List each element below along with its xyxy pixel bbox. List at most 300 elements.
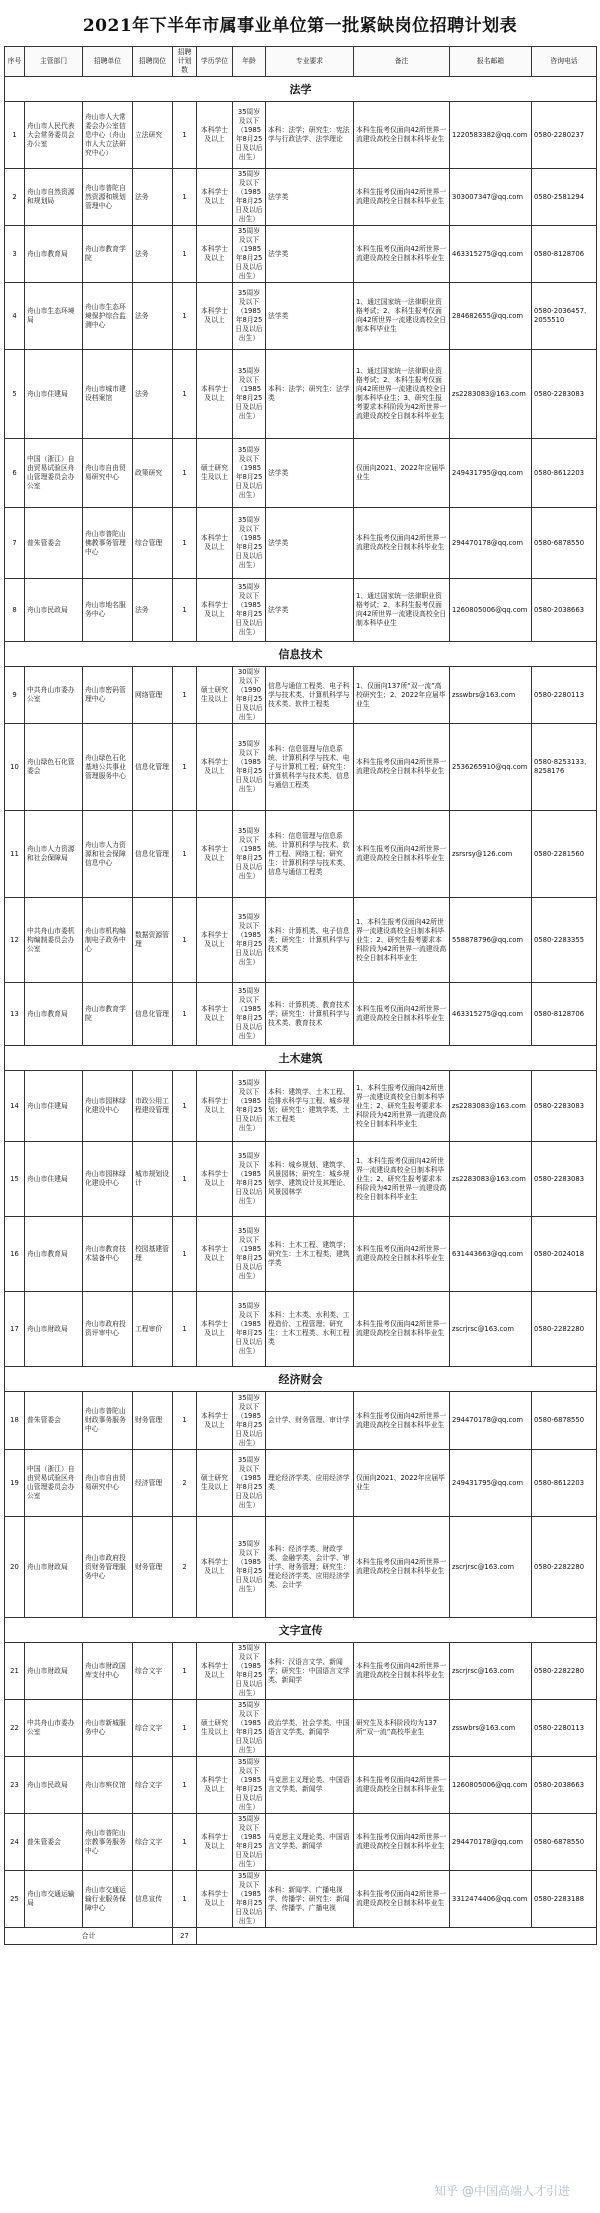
watermark: 知乎 @中国高端人才引进 xyxy=(434,2184,570,2198)
table-cell: 463315275@qq.com xyxy=(450,226,532,283)
table-row xyxy=(5,1814,597,1871)
table-cell: 本科：信息管理与信息系统、计算机科学与技术、电子与计算机工程；研究生：计算机科学与技术类、信息与通信工程类 xyxy=(266,724,354,811)
table-cell: 会计学、财务管理、审计学 xyxy=(266,1392,354,1450)
column-header: 年龄 xyxy=(233,47,266,77)
table-cell: 0580-2283355 xyxy=(532,898,597,983)
table-cell: 0580-2283083 xyxy=(532,350,597,439)
table-cell: 法务 xyxy=(133,579,173,642)
table-cell: 0580-8612203 xyxy=(532,1450,597,1517)
table-cell: 本科：新闻学、广播电视学、传播学；研究生：新闻学、传播学、广播电视 xyxy=(266,1871,354,1928)
table-cell: 本科生报考仅面向42所世界一流建设高校全日制本科毕业生 xyxy=(354,1392,450,1450)
table-cell: 马克思主义理论类、中国语言文学类、新闻学 xyxy=(266,1757,354,1814)
table-cell: 本科：法学；研究生：宪法学与行政法学、法学理论 xyxy=(266,102,354,169)
table-cell: 1260805006@qq.com xyxy=(450,1757,532,1814)
table-cell: 舟山市自由贸易研究中心 xyxy=(83,1450,133,1517)
table-cell: 7 xyxy=(5,508,25,579)
table-cell: 本科生报考仅面向42所世界一流建设高校全日制本科毕业生 xyxy=(354,1292,450,1367)
table-cell: 舟山市政府投资评审中心 xyxy=(83,1292,133,1367)
table-cell: 1 xyxy=(173,283,197,350)
table-cell: 舟山市普陀山财政事务服务中心 xyxy=(83,1392,133,1450)
table-cell: 23 xyxy=(5,1757,25,1814)
table-cell: 294470178@qq.com xyxy=(450,1392,532,1450)
table-cell: 17 xyxy=(5,1292,25,1367)
table-cell: 14 xyxy=(5,1071,25,1142)
table-cell: 35周岁及以下（1985年8月25日及以后出生） xyxy=(233,226,266,283)
column-header: 咨询电话 xyxy=(532,47,597,77)
total-label: 合计 xyxy=(5,1928,173,1945)
table-cell: 本科学士及以上 xyxy=(197,1643,233,1700)
table-cell: 法务 xyxy=(133,350,173,439)
table-cell: 舟山市教育学院 xyxy=(83,983,133,1046)
table-cell: 经济管理 xyxy=(133,1450,173,1517)
table-cell: 558878796@qq.com xyxy=(450,898,532,983)
table-cell: 本科学士及以上 xyxy=(197,1871,233,1928)
total-value: 27 xyxy=(173,1928,197,1945)
table-cell: 舟山市交通运输局 xyxy=(25,1871,83,1928)
table-cell: 法务 xyxy=(133,283,173,350)
section-row xyxy=(5,1367,597,1392)
table-cell: 舟山市财政局 xyxy=(25,1643,83,1700)
table-cell: 35周岁及以下（1985年8月25日及以后出生） xyxy=(233,508,266,579)
table-cell: 舟山市地名服务中心 xyxy=(83,579,133,642)
table-cell: 本科生报考仅面向42所世界一流建设高校全日制本科毕业生 xyxy=(354,508,450,579)
table-cell: 1 xyxy=(173,1071,197,1142)
table-cell: 12 xyxy=(5,898,25,983)
table-cell: 35周岁及以下（1985年8月25日及以后出生） xyxy=(233,1700,266,1757)
table-cell: 中共舟山市委机构编制委员会办公室 xyxy=(25,898,83,983)
table-cell: 1 xyxy=(173,898,197,983)
section-heading: 信息技术 xyxy=(5,642,597,667)
table-cell: 249431795@qq.com xyxy=(450,1450,532,1517)
table-cell: 0580-2281560 xyxy=(532,811,597,898)
table-cell: 0580-2282280 xyxy=(532,1292,597,1367)
table-cell: 法务 xyxy=(133,169,173,226)
table-cell: 1、本科生报考仅面向42所世界一流建设高校全日制本科毕业生；2、研究生报考要求本科阶段为42所世界一流建设高校全日制本科毕业生 xyxy=(354,1142,450,1217)
table-cell: 中共舟山市委办公室 xyxy=(25,1700,83,1757)
table-cell: 35周岁及以下（1985年8月25日及以后出生） xyxy=(233,350,266,439)
table-cell: 本科学士及以上 xyxy=(197,283,233,350)
table-cell: 0580-2581294 xyxy=(532,169,597,226)
table-cell: 本科生报考仅面向42所世界一流建设高校全日制本科毕业生 xyxy=(354,1757,450,1814)
table-cell: 1 xyxy=(5,102,25,169)
table-cell: 9 xyxy=(5,667,25,724)
table-cell: 1260805006@qq.com xyxy=(450,579,532,642)
table-cell: 35周岁及以下（1985年8月25日及以后出生） xyxy=(233,1392,266,1450)
table-cell: 舟山市殡仪馆 xyxy=(83,1757,133,1814)
table-cell: 本科学士及以上 xyxy=(197,102,233,169)
table-cell: 舟山市住建局 xyxy=(25,350,83,439)
table-cell: 舟山市机构编制电子政务中心 xyxy=(83,898,133,983)
table-cell: 1 xyxy=(173,102,197,169)
table-cell: 硕士研究生及以上 xyxy=(197,1700,233,1757)
table-cell: 本科学士及以上 xyxy=(197,1814,233,1871)
table-cell: zscrjrsc@163.com xyxy=(450,1292,532,1367)
table-cell: 1、本科生报考仅面向42所世界一流建设高校全日制本科毕业生；2、研究生报考要求本科阶段为42所世界一流建设高校全日制本科毕业生 xyxy=(354,898,450,983)
table-cell: 本科生报考仅面向42所世界一流建设高校全日制本科毕业生 xyxy=(354,1643,450,1700)
table-cell: 2 xyxy=(173,1517,197,1618)
table-cell: 0580-8128706 xyxy=(532,226,597,283)
table-cell: 本科学士及以上 xyxy=(197,898,233,983)
table-cell: 0580-2283188 xyxy=(532,1871,597,1928)
table-cell: 22 xyxy=(5,1700,25,1757)
table-cell: 0580-2036457、2055510 xyxy=(532,283,597,350)
table-cell: 舟山市交通运输行业服务保障中心 xyxy=(83,1871,133,1928)
section-heading: 文字宣传 xyxy=(5,1618,597,1643)
table-row xyxy=(5,439,597,508)
table-cell: 综合文字 xyxy=(133,1643,173,1700)
table-cell: 法学类 xyxy=(266,169,354,226)
table-cell: 本科学士及以上 xyxy=(197,1517,233,1618)
table-cell: 市政公用工程建设管理 xyxy=(133,1071,173,1142)
table-cell: 1、本科生报考仅面向42所世界一流建设高校全日制本科毕业生；2、研究生报考要求本科阶段为42所世界一流建设高校全日制本科毕业生 xyxy=(354,1071,450,1142)
table-cell: 4 xyxy=(5,283,25,350)
table-cell: 舟山市教育学院 xyxy=(83,226,133,283)
table-cell: 普朱管委会 xyxy=(25,508,83,579)
table-cell: 舟山市财政国库支付中心 xyxy=(83,1643,133,1700)
section-heading: 经济财会 xyxy=(5,1367,597,1392)
table-cell: 本科：计算机类、教育技术学；研究生：计算机科学与技术类、教育技术 xyxy=(266,983,354,1046)
table-cell: 0580-2283083 xyxy=(532,1071,597,1142)
table-cell: 35周岁及以下（1985年8月25日及以后出生） xyxy=(233,439,266,508)
table-cell: 0580-6878550 xyxy=(532,1392,597,1450)
table-cell: 1 xyxy=(173,350,197,439)
table-cell: 信息化管理 xyxy=(133,724,173,811)
table-cell: 舟山市人民代表大会常务委员会办公室 xyxy=(25,102,83,169)
table-cell: 21 xyxy=(5,1643,25,1700)
table-cell: 本科学士及以上 xyxy=(197,1757,233,1814)
table-cell: 本科学士及以上 xyxy=(197,724,233,811)
table-cell: 舟山市自由贸易研究中心 xyxy=(83,439,133,508)
table-cell: 舟山市政府投资财务管理服务中心 xyxy=(83,1517,133,1618)
total-row xyxy=(5,1928,597,1945)
table-cell: 20 xyxy=(5,1517,25,1618)
table-cell: 本科学士及以上 xyxy=(197,1292,233,1367)
table-cell: 2 xyxy=(173,1450,197,1517)
table-cell: zscrjrsc@163.com xyxy=(450,1643,532,1700)
table-cell: 35周岁及以下（1985年8月25日及以后出生） xyxy=(233,1643,266,1700)
table-row xyxy=(5,898,597,983)
table-row xyxy=(5,1392,597,1450)
table-cell: 35周岁及以下（1985年8月25日及以后出生） xyxy=(233,1071,266,1142)
table-cell: 本科：法学；研究生：法学类 xyxy=(266,350,354,439)
table-cell: 1220583382@qq.com xyxy=(450,102,532,169)
table-cell: 35周岁及以下（1985年8月25日及以后出生） xyxy=(233,1292,266,1367)
table-cell: 舟山市园林绿化建设中心 xyxy=(83,1071,133,1142)
column-header: 招聘单位 xyxy=(83,47,133,77)
table-cell: 综合文字 xyxy=(133,1757,173,1814)
table-cell: 本科：信息管理与信息系统、计算机科学与技术、软件工程、网络工程；研究生：计算机科学与技术类、信息与通信工程类 xyxy=(266,811,354,898)
table-cell: 城市规划设计 xyxy=(133,1142,173,1217)
table-cell: 本科生报考仅面向42所世界一流建设高校全日制本科毕业生 xyxy=(354,983,450,1046)
table-cell: 3 xyxy=(5,226,25,283)
table-cell: 2536265910@qq.com xyxy=(450,724,532,811)
table-row xyxy=(5,983,597,1046)
table-cell: 研究生及本科阶段均为137所“双一流”高校毕业生 xyxy=(354,1700,450,1757)
table-cell: 本科学士及以上 xyxy=(197,1392,233,1450)
table-cell: 303007347@qq.com xyxy=(450,169,532,226)
table-cell: 中国（浙江）自由贸易试验区舟山管理委员会办公室 xyxy=(25,439,83,508)
table-cell: 1 xyxy=(173,1757,197,1814)
table-cell: 35周岁及以下（1985年8月25日及以后出生） xyxy=(233,169,266,226)
table-cell: 本科生报考仅面向42所世界一流建设高校全日制本科毕业生 xyxy=(354,1814,450,1871)
table-cell: 1 xyxy=(173,1392,197,1450)
table-cell: 本科生报考仅面向42所世界一流建设高校全日制本科毕业生 xyxy=(354,226,450,283)
table-cell: zsswbrs@163.com xyxy=(450,1700,532,1757)
table-cell: 0580-2282280 xyxy=(532,1643,597,1700)
column-header: 报名邮箱 xyxy=(450,47,532,77)
table-cell: 11 xyxy=(5,811,25,898)
table-cell: 本科学士及以上 xyxy=(197,811,233,898)
table-cell: 法学类 xyxy=(266,508,354,579)
table-cell: 1 xyxy=(173,439,197,508)
table-cell: 294470178@qq.com xyxy=(450,508,532,579)
table-cell: 35周岁及以下（1985年8月25日及以后出生） xyxy=(233,1142,266,1217)
table-cell: zs2283083@163.com xyxy=(450,1071,532,1142)
table-cell: 1、通过国家统一法律职业资格考试；2、本科生报考仅面向42所世界一流建设高校全日制本科毕业生 xyxy=(354,579,450,642)
column-header: 招聘计划数 xyxy=(173,47,197,77)
table-cell: 35周岁及以下（1985年8月25日及以后出生） xyxy=(233,1814,266,1871)
column-header: 序号 xyxy=(5,47,25,77)
table-cell: 本科学士及以上 xyxy=(197,1071,233,1142)
table-cell: 本科生报考仅面向42所世界一流建设高校全日制本科毕业生 xyxy=(354,1517,450,1618)
section-heading: 土木建筑 xyxy=(5,1046,597,1071)
table-row xyxy=(5,811,597,898)
section-row xyxy=(5,1046,597,1071)
table-header xyxy=(5,47,597,77)
table-cell: 舟山市普陀山宗教事务服务中心 xyxy=(83,1814,133,1871)
recruitment-table xyxy=(4,46,597,1945)
table-row xyxy=(5,169,597,226)
table-cell: 15 xyxy=(5,1142,25,1217)
column-header: 备注 xyxy=(354,47,450,77)
table-cell: 舟山市普陀自然资源和规划管理中心 xyxy=(83,169,133,226)
table-cell: 舟山市城市建设档案馆 xyxy=(83,350,133,439)
table-cell: 本科学士及以上 xyxy=(197,983,233,1046)
table-cell: 249431795@qq.com xyxy=(450,439,532,508)
table-cell: 综合管理 xyxy=(133,508,173,579)
table-row xyxy=(5,1142,597,1217)
table-row xyxy=(5,1643,597,1700)
table-cell: 294470178@qq.com xyxy=(450,1814,532,1871)
table-cell: 立法研究 xyxy=(133,102,173,169)
table-cell: 0580-8253133、8258176 xyxy=(532,724,597,811)
table-row xyxy=(5,226,597,283)
table-cell: 25 xyxy=(5,1871,25,1928)
column-header: 招聘岗位 xyxy=(133,47,173,77)
table-row xyxy=(5,508,597,579)
table-cell: 本科生报考仅面向42所世界一流建设高校全日制本科毕业生 xyxy=(354,102,450,169)
page-title: 2021年下半年市属事业单位第一批紧缺岗位招聘计划表 xyxy=(82,15,518,36)
table-cell: 舟山市密码管理中心 xyxy=(83,667,133,724)
table-cell: 19 xyxy=(5,1450,25,1517)
table-cell: 0580-2038663 xyxy=(532,579,597,642)
table-cell: 信息化管理 xyxy=(133,983,173,1046)
table-cell: 舟山市生态环境保护综合监测中心 xyxy=(83,283,133,350)
table-cell: 1、通过国家统一法律职业资格考试；2、本科生报考仅面向42所世界一流建设高校全日制本科毕业生 xyxy=(354,283,450,350)
table-cell: 35周岁及以下（1985年8月25日及以后出生） xyxy=(233,811,266,898)
table-cell: 35周岁及以下（1985年8月25日及以后出生） xyxy=(233,1450,266,1517)
table-cell: 本科学士及以上 xyxy=(197,226,233,283)
table-cell: 普朱管委会 xyxy=(25,1814,83,1871)
total-empty xyxy=(197,1928,597,1945)
table-cell: 16 xyxy=(5,1217,25,1292)
table-cell: 284682655@qq.com xyxy=(450,283,532,350)
table-cell: 本科学士及以上 xyxy=(197,508,233,579)
table-cell: 0580-2280113 xyxy=(532,667,597,724)
table-cell: 法务 xyxy=(133,226,173,283)
table-cell: 1、通过国家统一法律职业资格考试；2、本科生报考仅面向42所世界一流建设高校全日制本科毕业生；3、研究生报考要求本科阶段为42所世界一流建设高校全日制本科毕业生 xyxy=(354,350,450,439)
table-cell: 30周岁及以下（1990年8月25日及以后出生） xyxy=(233,667,266,724)
table-cell: 政治学类、社会学类、中国语言文学类、新闻学 xyxy=(266,1700,354,1757)
table-cell: 本科：经济学类、财政学类、金融学类、会计学、审计学、财务管理；研究生：理论经济学类、应用经济学类、会计学 xyxy=(266,1517,354,1618)
table-cell: 舟山市财政局 xyxy=(25,1292,83,1367)
table-cell: 本科学士及以上 xyxy=(197,169,233,226)
table-cell: 舟山市教育局 xyxy=(25,983,83,1046)
table-cell: 1 xyxy=(173,1871,197,1928)
table-cell: 舟山市园林绿化建设中心 xyxy=(83,1142,133,1217)
table-cell: 本科：建筑学、土木工程、给排水科学与工程、城乡规划；研究生：建筑学类、土木工程类 xyxy=(266,1071,354,1142)
table-cell: 舟山市人力资源和社会保障信息中心 xyxy=(83,811,133,898)
table-cell: 1 xyxy=(173,1643,197,1700)
table-cell: 6 xyxy=(5,439,25,508)
table-cell: 1 xyxy=(173,983,197,1046)
table-cell: 本科：计算机类、电子信息类；研究生：计算机科学与技术类 xyxy=(266,898,354,983)
table-cell: 0580-6878550 xyxy=(532,1814,597,1871)
table-cell: 35周岁及以下（1985年8月25日及以后出生） xyxy=(233,1871,266,1928)
table-cell: 法学类 xyxy=(266,579,354,642)
table-cell: 舟山绿色石化基地公共事业管理服务中心 xyxy=(83,724,133,811)
table-cell: 网络管理 xyxy=(133,667,173,724)
table-cell: 信息与通信工程类、电子科学与技术类、计算机科学与技术类、软件工程类 xyxy=(266,667,354,724)
table-cell: 仅面向2021、2022年应届毕业生 xyxy=(354,1450,450,1517)
table-cell: zsswbrs@163.com xyxy=(450,667,532,724)
table-cell: 舟山市人力资源和社会保障局 xyxy=(25,811,83,898)
table-cell: 1 xyxy=(173,169,197,226)
table-cell: 舟山市人大常委会办公室信息中心（舟山市人大立法研究中心） xyxy=(83,102,133,169)
table-cell: 数据资源管理 xyxy=(133,898,173,983)
table-cell: 1 xyxy=(173,1217,197,1292)
table-cell: 舟山市教育局 xyxy=(25,226,83,283)
table-cell: 13 xyxy=(5,983,25,1046)
table-cell: 0580-2280113 xyxy=(532,1700,597,1757)
table-cell: 舟山市普陀山佛教事务管理中心 xyxy=(83,508,133,579)
table-cell: 综合文字 xyxy=(133,1814,173,1871)
table-cell: 35周岁及以下（1985年8月25日及以后出生） xyxy=(233,283,266,350)
table-cell: zsrsrsy@126.com xyxy=(450,811,532,898)
table-cell: 政策研究 xyxy=(133,439,173,508)
table-cell: 本科：城乡规划、建筑学、风景园林；研究生：城乡规划学、建筑设计及其理论、风景园林学 xyxy=(266,1142,354,1217)
table-cell: 35周岁及以下（1985年8月25日及以后出生） xyxy=(233,1757,266,1814)
table-cell: 硕士研究生及以上 xyxy=(197,667,233,724)
table-cell: zscrjrsc@163.com xyxy=(450,1517,532,1618)
table-cell: 1、仅面向137所“双一流”高校研究生；2、2022年应届毕业生 xyxy=(354,667,450,724)
table-cell: 仅面向2021、2022年应届毕业生 xyxy=(354,439,450,508)
table-row xyxy=(5,1217,597,1292)
table-cell: 35周岁及以下（1985年8月25日及以后出生） xyxy=(233,898,266,983)
table-cell: 工程审价 xyxy=(133,1292,173,1367)
table-cell: 1 xyxy=(173,579,197,642)
column-header: 主管部门 xyxy=(25,47,83,77)
table-cell: 1 xyxy=(173,1700,197,1757)
table-row xyxy=(5,1700,597,1757)
table-cell: zs2283083@163.com xyxy=(450,350,532,439)
table-row xyxy=(5,1071,597,1142)
table-cell: 法学类 xyxy=(266,226,354,283)
table-cell: zs2283083@163.com xyxy=(450,1142,532,1217)
table-cell: 1 xyxy=(173,811,197,898)
table-cell: 理论经济学类、应用经济学类 xyxy=(266,1450,354,1517)
table-row xyxy=(5,1450,597,1517)
table-cell: 舟山市住建局 xyxy=(25,1142,83,1217)
table-row xyxy=(5,283,597,350)
table-cell: 0580-2038663 xyxy=(532,1757,597,1814)
table-cell: 舟山市财政局 xyxy=(25,1517,83,1618)
table-cell: 本科学士及以上 xyxy=(197,1217,233,1292)
table-cell: 1 xyxy=(173,1292,197,1367)
table-cell: 1 xyxy=(173,1814,197,1871)
table-body xyxy=(5,77,597,1945)
table-row xyxy=(5,102,597,169)
table-cell: 35周岁及以下（1985年8月25日及以后出生） xyxy=(233,724,266,811)
table-cell: 0580-2282280 xyxy=(532,1517,597,1618)
section-heading: 法学 xyxy=(5,77,597,102)
table-cell: 硕士研究生及以上 xyxy=(197,1450,233,1517)
table-cell: 35周岁及以下（1985年8月25日及以后出生） xyxy=(233,1517,266,1618)
table-cell: 舟山市教育局 xyxy=(25,1217,83,1292)
table-cell: 本科生报考仅面向42所世界一流建设高校全日制本科毕业生 xyxy=(354,1871,450,1928)
table-cell: 35周岁及以下（1985年8月25日及以后出生） xyxy=(233,102,266,169)
table-cell: 35周岁及以下（1985年8月25日及以后出生） xyxy=(233,1217,266,1292)
table-cell: 综合文字 xyxy=(133,1700,173,1757)
column-header: 学历学位 xyxy=(197,47,233,77)
table-row xyxy=(5,1517,597,1618)
table-cell: 本科生报考仅面向42所世界一流建设高校全日制本科毕业生 xyxy=(354,169,450,226)
table-row xyxy=(5,667,597,724)
table-cell: 中共舟山市委办公室 xyxy=(25,667,83,724)
table-cell: 24 xyxy=(5,1814,25,1871)
table-cell: 本科学士及以上 xyxy=(197,1142,233,1217)
table-cell: 0580-2283083 xyxy=(532,1142,597,1217)
table-cell: 1 xyxy=(173,508,197,579)
table-row xyxy=(5,579,597,642)
table-cell: 本科：汉语言文学、新闻学；研究生：中国语言文学类、新闻学 xyxy=(266,1643,354,1700)
section-row xyxy=(5,1618,597,1643)
table-cell: 本科生报考仅面向42所世界一流建设高校全日制本科毕业生 xyxy=(354,811,450,898)
table-cell: 0580-8612203 xyxy=(532,439,597,508)
table-cell: 本科学士及以上 xyxy=(197,350,233,439)
table-cell: 校园基建管理 xyxy=(133,1217,173,1292)
table-cell: 1 xyxy=(173,226,197,283)
table-cell: 舟山市民政局 xyxy=(25,579,83,642)
table-cell: 法学类 xyxy=(266,283,354,350)
table-cell: 舟山市自然资源和规划局 xyxy=(25,169,83,226)
table-cell: 财务管理 xyxy=(133,1392,173,1450)
table-cell: 18 xyxy=(5,1392,25,1450)
table-cell: 信息化管理 xyxy=(133,811,173,898)
table-row xyxy=(5,724,597,811)
table-row xyxy=(5,1757,597,1814)
section-row xyxy=(5,642,597,667)
table-row xyxy=(5,350,597,439)
table-cell: 0580-2024018 xyxy=(532,1217,597,1292)
column-header: 专业要求 xyxy=(266,47,354,77)
table-cell: 硕士研究生及以上 xyxy=(197,439,233,508)
table-cell: 8 xyxy=(5,579,25,642)
table-cell: 35周岁及以下（1985年8月25日及以后出生） xyxy=(233,579,266,642)
table-cell: 马克思主义理论类、中国语言文学类、新闻学 xyxy=(266,1814,354,1871)
table-cell: 中国（浙江）自由贸易试验区舟山管理委员会办公室 xyxy=(25,1450,83,1517)
table-cell: 本科生报考仅面向42所世界一流建设高校全日制本科毕业生 xyxy=(354,1217,450,1292)
